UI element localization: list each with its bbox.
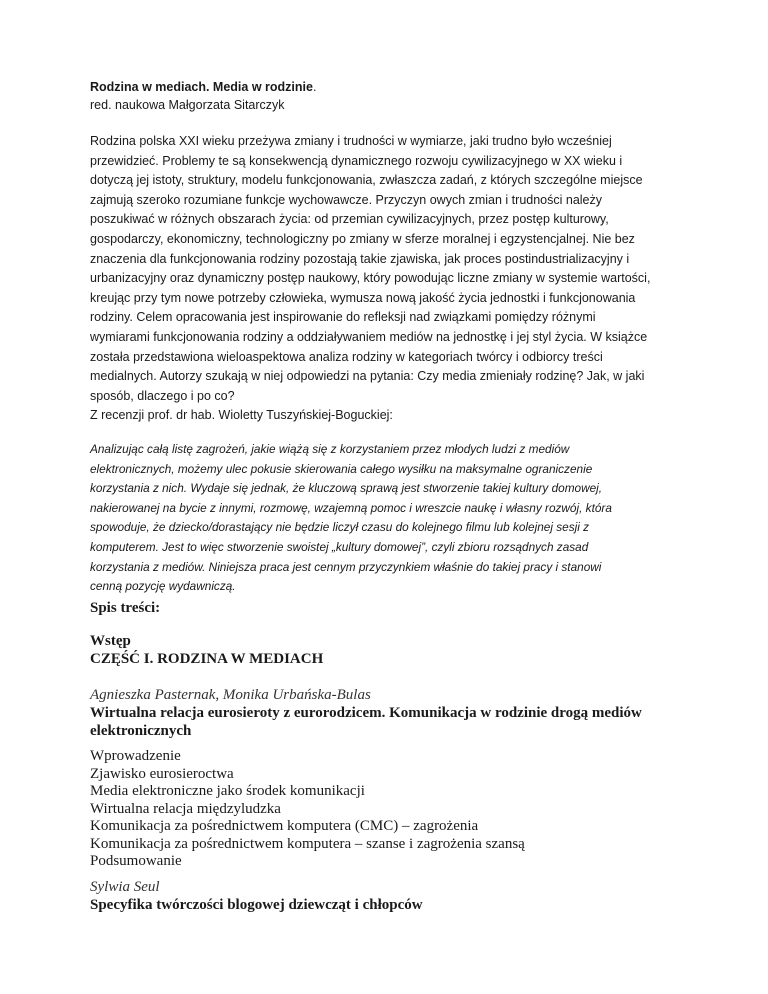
description-line: wymiarami funkcjonowania rodziny a oddziaływaniem mediów na jednostkę i jej styl życia. W książce — [90, 329, 648, 344]
toc-part-heading: CZĘŚĆ I. RODZINA W MEDIACH — [90, 651, 324, 667]
review-quote — [90, 440, 690, 597]
chapter1-title: Wirtualna relacja eurosieroty z eurorodzicem. Komunikacja w rodzinie drogą mediów elektronicznych — [90, 705, 642, 739]
description-line: rodziny. Celem opracowania jest inspirowanie do refleksji nad związkami pomiędzy różnymi — [90, 310, 596, 325]
section-item: Wirtualna relacja międzyludzka — [90, 800, 281, 817]
section-item: Komunikacja za pośrednictwem komputera (CMC) – zagrożenia — [90, 818, 479, 834]
description-line: dotyczą jej istoty, struktury, modelu funkcjonowania, zwłaszcza zadań, z których szczególne miejsce — [90, 173, 643, 188]
quote-line: cenną pozycję wydawniczą. — [90, 579, 236, 594]
book-editor: red. naukowa Małgorzata Sitarczyk — [90, 98, 285, 112]
description-line: gospodarczy, ekonomiczny, technologiczny po zmiany w sferze moralnej i egzystencjalnej. Nie bez — [90, 231, 635, 246]
description-line: przewidzieć. Problemy te są konsekwencją dynamicznego rozwoju cywilizacyjnego w XX wieku i — [90, 153, 623, 168]
description-line: urbanizacyjny oraz dynamiczny postęp naukowy, który powodując liczne zmiany w systemie wartości, — [90, 271, 651, 286]
section-item: Zjawisko eurosieroctwa — [90, 765, 234, 782]
quote-line: nakierowanej na bycie z innymi, rozmowę, wzajemną pomoc i wreszcie naukę i własny rozwój, która — [90, 500, 612, 515]
chapter1-sections — [90, 748, 525, 871]
quote-line: spowoduje, że dziecko/dorastający nie będzie liczył czasu do kolejnego filmu lub kolejnej sesji z — [90, 520, 590, 535]
chapter2-title: Specyfika twórczości blogowej dziewcząt i chłopców — [90, 897, 423, 913]
book-title — [90, 78, 316, 96]
section-item: Media elektroniczne jako środek komunikacji — [90, 783, 365, 799]
toc-heading: Spis treści: — [90, 600, 161, 616]
section-item: Podsumowanie — [90, 853, 182, 869]
description-line: medialnych. Autorzy szukają w niej odpowiedzi na pytania: Czy media zmieniały rodzinę? Jak, w jaki — [90, 369, 645, 384]
description-line: znaczenia dla funkcjonowania rodziny pozostają takie zjawiska, jak proces postindustrializacyjny i — [90, 251, 630, 266]
quote-line: korzystania z mediów. Niniejsza praca jest cennym przyczynkiem właśnie do takiej pracy i stanowi — [90, 559, 602, 574]
toc-intro: Wstęp — [90, 633, 131, 649]
description-line: kreując przy tym nowe potrzeby człowieka, wymusza nową jakość życia jednostki i funkcjonowania — [90, 290, 636, 305]
description-line: Rodzina polska XXI wieku przeżywa zmiany i trudności w wymiarze, jaki trudno było wcześniej — [90, 134, 612, 148]
quote-line: komputerem. Jest to więc stworzenie swoistej „kultury domowej”, czyli zbioru rozsądnych zasad — [90, 539, 589, 554]
quote-line: korzystania z nich. Wydaje się jednak, że kluczową sprawą jest stworzenie takiej kultury domowej, — [90, 481, 603, 496]
book-description — [90, 132, 690, 406]
section-item: Komunikacja za pośrednictwem komputera – szanse i zagrożenia szansą — [90, 835, 525, 852]
description-line: sposób, dlaczego i po co? — [90, 388, 235, 403]
description-line: poszukiwać w różnych obszarach życia: od przemian cywilizacyjnych, przez postęp kulturowy, — [90, 212, 609, 227]
quote-line: Analizując całą listę zagrożeń, jakie wiążą się z korzystaniem przez młodych ludzi z mediów — [90, 442, 570, 456]
chapter2-authors: Sylwia Seul — [90, 879, 160, 895]
review-heading: Z recenzji prof. dr hab. Wioletty Tuszyńskiej-Boguckiej: — [90, 408, 393, 422]
chapter1-authors: Agnieszka Pasternak, Monika Urbańska-Bulas — [90, 687, 371, 703]
description-line: została przedstawiona wieloaspektowa analiza rodziny w kategoriach twórcy i odbiorcy treści — [90, 349, 603, 364]
description-line: zajmują szeroko rozumiane funkcje wychowawcze. Przyczyn owych zmian i trudności należy — [90, 192, 603, 207]
book-title-bold: Rodzina w mediach. Media w rodzinie — [90, 80, 313, 94]
section-item: Wprowadzenie — [90, 748, 181, 764]
quote-line: elektronicznych, możemy ulec pokusie skierowania całego wysiłku na maksymalne ograniczenie — [90, 461, 593, 476]
book-title-period: . — [312, 80, 317, 94]
